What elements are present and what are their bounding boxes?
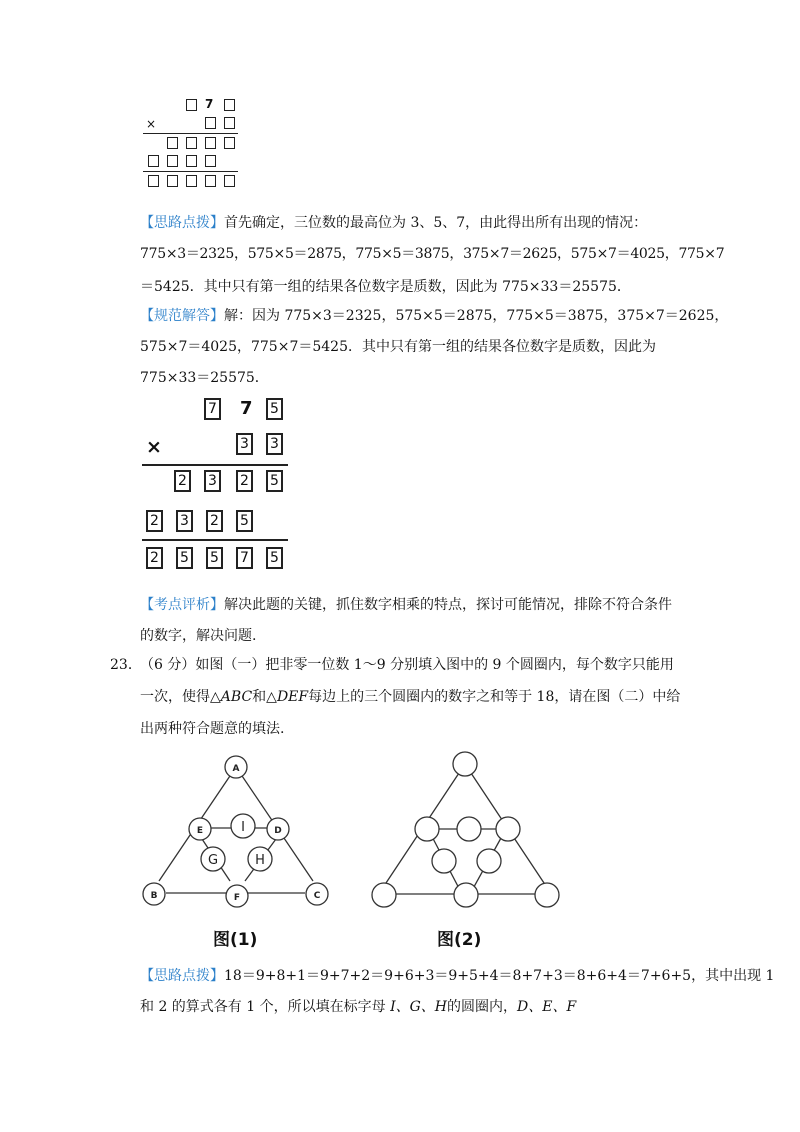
digit-box: 7 [204,398,221,420]
question-line-2: 一次，使得△ABC和△DEF每边上的三个圆圈内的数字之和等于 18，请在图（二）中给 [140,689,681,705]
figure-1-caption: 图(1) [213,930,258,950]
node-label-e: E [196,826,204,836]
digit-box: 2 [206,510,223,532]
question-line-3: 出两种符合题意的填法. [140,721,285,737]
hint-line-2: 775×3＝2325，575×5＝2875，775×5＝3875，375×7＝2625，575×7＝4025，775×7 [140,246,725,262]
figure-1-triangle-diagram [130,740,350,915]
times-sign: × [146,117,157,131]
blank-box [186,99,197,111]
answer-line-2: 575×7＝4025，775×7＝5425．其中只有第一组的结果各位数字是质数，因此为 [140,339,656,355]
blank-box [224,137,235,149]
digit-box: 5 [266,398,283,420]
blank-box [167,155,178,167]
blank-box [186,137,197,149]
blank-box [224,175,235,187]
figure-2-triangle-diagram [360,740,570,920]
times-sign: × [146,436,162,458]
digit-box: 5 [266,470,283,492]
node-label-h: H [255,853,265,868]
rule-line [143,133,238,134]
figure-2-caption: 图(2) [437,930,482,950]
blank-box [148,175,159,187]
digit-box: 5 [236,510,253,532]
node-label-g: G [207,853,219,868]
digit-box: 3 [266,433,283,455]
question-number: 23． [110,657,142,673]
blank-box [167,175,178,187]
rule-line [142,539,288,541]
node-label-d: D [274,826,282,836]
digit-box: 2 [146,547,163,569]
digit-label: 7 [240,398,253,419]
digit-box: 2 [174,470,191,492]
digit-label: 7 [205,97,214,111]
digit-box: 3 [204,470,221,492]
answer-line-1: 【规范解答】解：因为 775×3＝2325，575×5＝2875，775×5＝3875，375×7＝2625， [140,308,729,324]
digit-box: 5 [266,547,283,569]
digit-box: 2 [236,470,253,492]
node-label-i: I [241,820,245,835]
digit-box: 5 [176,547,193,569]
blank-box [205,155,216,167]
hint-line-1: 【思路点拨】首先确定，三位数的最高位为 3、5、7，由此得出所有出现的情况： [140,215,648,231]
blank-box [224,99,235,111]
blank-box [186,175,197,187]
blank-box [205,137,216,149]
digit-box: 7 [236,547,253,569]
review-tag: 【考点评析】 [140,597,224,613]
hint-2-line-1: 【思路点拨】18＝9+8+1＝9+7+2＝9+6+3＝9+5+4＝8+7+3＝8+6+4＝7+6+5，其中出现 1 [140,968,775,984]
digit-box: 3 [236,433,253,455]
review-line-2: 的数字，解决问题. [140,628,257,644]
blank-box [186,155,197,167]
node-label-a: A [232,764,240,774]
digit-box: 2 [146,510,163,532]
blank-box [167,137,178,149]
blank-box [205,175,216,187]
hint-2-line-2: 和 2 的算式各有 1 个，所以填在标字母 I、G、H的圆圈内，D、E、F [140,999,577,1015]
blank-box [148,155,159,167]
hint-line-3: ＝5425．其中只有第一组的结果各位数字是质数，因此为 775×33＝25575． [140,279,631,295]
review-line-1: 【考点评析】解决此题的关键，抓住数字相乘的特点，探讨可能情况，排除不符合条件 [140,597,672,613]
rule-line [142,464,288,466]
node-label-b: B [150,891,158,901]
hint-2-tag: 【思路点拨】 [140,968,224,984]
answer-line-3: 775×33＝25575． [140,370,269,386]
rule-line [143,171,238,172]
digit-box: 5 [206,547,223,569]
node-label-c: C [313,891,321,901]
hint-tag: 【思路点拨】 [140,215,224,231]
question-line-1: （6 分）如图（一）把非零一位数 1～9 分别填入图中的 9 个圆圈内，每个数字只能用 [140,657,674,673]
answer-tag: 【规范解答】 [140,308,224,324]
node-label-f: F [233,893,241,903]
digit-box: 3 [176,510,193,532]
blank-box [224,117,235,129]
blank-box [205,117,216,129]
